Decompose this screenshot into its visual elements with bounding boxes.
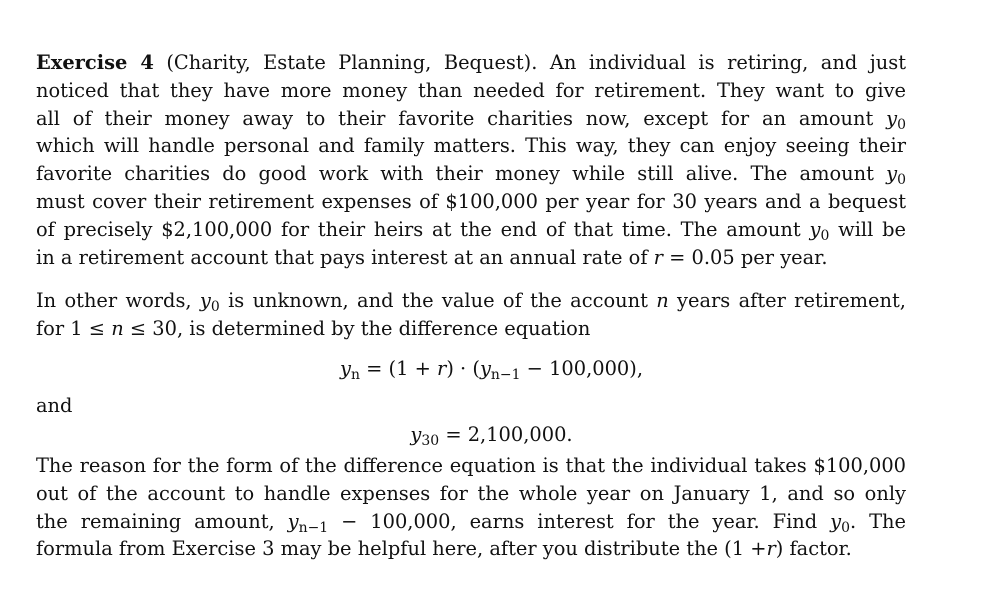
eq-sub: 30 — [421, 433, 440, 450]
text-line — [36, 132, 906, 160]
var-y: y — [886, 162, 898, 186]
text-line — [36, 77, 906, 105]
text-segment: of precisely $2,100,000 for their heirs at the end of that time. The amount — [36, 217, 801, 241]
text-segment: The — [869, 509, 907, 533]
var-y: y — [287, 509, 299, 533]
text-segment: favorite charities do good work with their money while still alive. The amount — [36, 162, 874, 186]
var-sub: 0 — [210, 299, 220, 316]
text-segment: is unknown, and the value of the account — [228, 289, 648, 312]
var-n: n — [656, 289, 669, 312]
eq-text: ) · ( — [446, 357, 480, 380]
eq-var: r — [437, 357, 447, 380]
difference-equation — [0, 355, 983, 383]
text-segment: In other words, — [36, 289, 192, 312]
text-segment: The reason for the form of the difference equation is that the individual takes $100,000 — [36, 454, 906, 477]
var-y: y — [886, 106, 898, 130]
text-line — [36, 480, 906, 508]
eq-sub: n — [350, 367, 360, 384]
text-line: the remaining amount, $y_{n-1} - 100,000$, earns interest for the year. Find $y_0$. The — [36, 509, 907, 536]
text-segment: which will handle personal and family matters. This way, they can enjoy seeing their — [36, 134, 906, 158]
terminal-condition-equation — [0, 421, 983, 449]
text-line — [36, 216, 906, 244]
text-segment: noticed that they have more money than needed for retirement. They want to give — [36, 78, 906, 102]
text-segment: − 100,000, earns interest for the year. Find — [341, 509, 818, 533]
eq-text: = 2,100,000. — [445, 423, 573, 446]
var-sub: 0 — [897, 172, 906, 189]
var-sub: 0 — [841, 519, 850, 536]
exercise-subtitle: (Charity, Estate Planning, Bequest). — [166, 51, 538, 74]
text-line — [36, 244, 906, 272]
text-line — [36, 287, 906, 315]
text-segment: An individual is retiring, and just — [549, 51, 906, 74]
var-y: y — [809, 217, 821, 241]
text-segment: formula from Exercise 3 may be helpful here, after you distribute the (1 + — [36, 537, 767, 561]
var-sub: 0 — [820, 227, 830, 244]
var-sub: 0 — [897, 116, 906, 133]
text-segment: in a retirement account that pays interest at an annual rate of — [36, 245, 648, 269]
var-n: n — [111, 316, 124, 340]
text-line — [36, 160, 906, 188]
text-line — [36, 188, 906, 216]
text-segment: = 0.05 per year. — [669, 245, 828, 269]
var-y: y — [199, 289, 211, 312]
exercise-title: Exercise 4 — [36, 51, 154, 74]
var-y: y — [830, 509, 842, 533]
text-line — [36, 452, 906, 480]
var-sub: n−1 — [298, 519, 329, 536]
text-segment: ≤ 30, is determined by the difference equation — [129, 316, 591, 340]
var-r: r — [653, 245, 663, 269]
exercise-paragraph-3 — [36, 452, 906, 563]
eq-text: = (1 + — [366, 357, 431, 380]
text-line — [36, 315, 906, 343]
text-segment: for 1 ≤ — [36, 316, 106, 340]
text-line — [36, 535, 906, 563]
eq-var: y — [340, 357, 351, 380]
eq-text: − 100,000), — [526, 357, 643, 380]
text-line — [36, 105, 906, 133]
text-segment: out of the account to handle expenses for the whole year on January 1, and so only — [36, 481, 906, 505]
text-segment: ) factor. — [775, 537, 852, 561]
exercise-paragraph-2 — [36, 287, 906, 343]
var-r: r — [766, 537, 776, 561]
text-line — [36, 49, 906, 77]
text-segment: years after retirement, — [677, 289, 906, 312]
exercise-paragraph-1 — [36, 49, 906, 271]
text-segment: must cover their retirement expenses of $100,000 per year for 30 years and a bequest — [36, 189, 906, 213]
eq-var: y — [410, 423, 422, 446]
text-segment: the remaining amount, — [36, 509, 275, 533]
eq-sub: n−1 — [490, 367, 521, 384]
text-segment: all of their money away to their favorite charities now, except for an amount — [36, 106, 874, 130]
eq-var: y — [479, 357, 491, 380]
and-text: and — [36, 394, 73, 417]
text-segment: will be — [838, 217, 906, 241]
